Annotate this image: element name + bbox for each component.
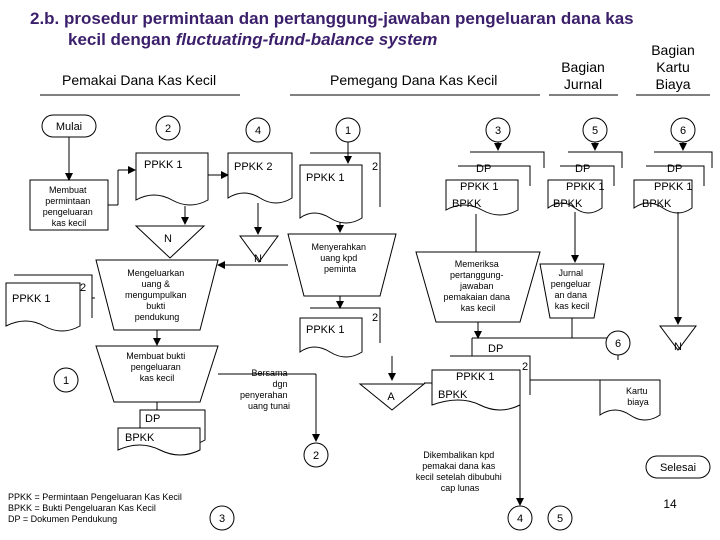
bottom-2-label: 2 bbox=[522, 361, 529, 373]
doc-ppkk1-pemakai-label: PPKK 1 bbox=[144, 159, 183, 171]
mengeluarkan-line-2: uang & bbox=[141, 279, 171, 289]
dikembalikan-annotation bbox=[416, 450, 505, 493]
file-a-label: A bbox=[387, 391, 395, 403]
connector-2-bottom-label: 2 bbox=[312, 450, 320, 462]
legend-bpkk: BPKK = Bukti Pengeluaran Kas Kecil bbox=[8, 503, 156, 513]
memeriksa-line-1: Memeriksa bbox=[454, 259, 499, 269]
doc-pemegang-lower-2-label: 2 bbox=[372, 312, 379, 324]
col5-bpkk-label: BPKK bbox=[553, 198, 583, 210]
bottom-ppkk-label: PPKK 1 bbox=[456, 371, 495, 383]
memeriksa-line-4: pemakaian dana bbox=[443, 292, 511, 302]
doc-ppkk2-label: PPKK 2 bbox=[234, 161, 273, 173]
col3-dp-label: DP bbox=[476, 163, 492, 175]
membuat-line-3: pengeluaran bbox=[42, 207, 93, 217]
start-label: Mulai bbox=[55, 121, 83, 133]
jurnal-line-2: pengeluar bbox=[550, 279, 591, 289]
connector-4-top-label: 4 bbox=[254, 125, 262, 137]
doc-dp-left-label: DP bbox=[145, 413, 161, 425]
menyerahkan-line-1: Menyerahkan bbox=[311, 242, 367, 252]
connector-3-bottom-label: 3 bbox=[218, 513, 226, 525]
bersama-line-3: penyerahan bbox=[239, 390, 288, 400]
col5-ppkk-label: PPKK 1 bbox=[566, 181, 605, 193]
kartu-header-line-3: Biaya bbox=[655, 76, 691, 92]
doc-pemegang-ppkk1-label: PPKK 1 bbox=[306, 172, 345, 184]
memeriksa-line-2: pertanggung- bbox=[449, 270, 504, 280]
dikembalikan-line-4: cap lunas bbox=[440, 483, 480, 493]
file-n-mid-label: N bbox=[254, 253, 262, 265]
doc-pemegang-lower-ppkk1-label: PPKK 1 bbox=[306, 324, 345, 336]
membuat-bukti-line-2: pengeluaran bbox=[130, 362, 181, 372]
mengeluarkan-line-4: bukti bbox=[146, 301, 166, 311]
col3-ppkk-label: PPKK 1 bbox=[460, 181, 499, 193]
kartu-biaya-line-1: Kartu bbox=[625, 386, 648, 396]
file-n-pemakai-label: N bbox=[164, 233, 172, 245]
title-emphasis: fluctuating-fund-balance system bbox=[175, 30, 438, 49]
jurnal-header-line-2: Jurnal bbox=[563, 76, 603, 92]
menyerahkan-line-3: peminta bbox=[323, 264, 357, 274]
page-number: 14 bbox=[663, 497, 677, 511]
col5-dp-label: DP bbox=[575, 163, 591, 175]
dikembalikan-line-3: kecil setelah dibubuhi bbox=[415, 472, 502, 482]
membuat-bukti-line-1: Membuat bukti bbox=[126, 351, 186, 361]
legend-dp: DP = Dokumen Pendukung bbox=[8, 514, 118, 524]
connector-2-top-label: 2 bbox=[164, 123, 172, 135]
connector-4-bottom-label: 4 bbox=[516, 513, 524, 525]
jurnal-line-1: Jurnal bbox=[558, 268, 583, 278]
dp-bar-label: DP bbox=[488, 343, 504, 355]
jurnal-line-4: kas kecil bbox=[554, 301, 590, 311]
memeriksa-line-3: jawaban bbox=[459, 281, 494, 291]
title-line-1: 2.b. prosedur permintaan dan pertanggung-jawaban pengeluaran dana kas bbox=[30, 9, 634, 28]
kartu-header-line-1: Bagian bbox=[651, 42, 695, 58]
column-header-pemakai: Pemakai Dana Kas Kecil bbox=[62, 72, 217, 88]
doc-left-ppkk1-label: PPKK 1 bbox=[12, 293, 51, 305]
col6-bpkk-label: BPKK bbox=[642, 198, 672, 210]
col6-dp-label: DP bbox=[667, 163, 683, 175]
dikembalikan-line-1: Dikembalikan kpd bbox=[423, 450, 495, 460]
memeriksa-line-5: kas kecil bbox=[460, 303, 496, 313]
connector-1-top-label: 1 bbox=[344, 125, 352, 137]
membuat-line-1: Membuat bbox=[48, 185, 87, 195]
col3-bpkk-label: BPKK bbox=[452, 198, 482, 210]
file-n-right-label: N bbox=[674, 341, 682, 353]
title-prefix: kecil dengan bbox=[68, 30, 176, 49]
bersama-line-4: uang tunai bbox=[247, 401, 290, 411]
kartu-biaya-line-2: biaya bbox=[627, 397, 649, 407]
mengeluarkan-line-3: mengumpulkan bbox=[124, 290, 187, 300]
legend-ppkk: PPKK = Permintaan Pengeluaran Kas Kecil bbox=[8, 492, 182, 502]
jurnal-line-3: an dana bbox=[554, 290, 588, 300]
doc-pemegang-2-label: 2 bbox=[372, 161, 379, 173]
doc-bpkk-left-label: BPKK bbox=[125, 432, 155, 444]
connector-5-top-label: 5 bbox=[591, 125, 599, 137]
dikembalikan-line-2: pemakai dana kas bbox=[422, 461, 496, 471]
connector-1-left-label: 1 bbox=[62, 375, 70, 387]
end-label: Selesai bbox=[659, 462, 697, 474]
col6-ppkk-label: PPKK 1 bbox=[654, 181, 693, 193]
bersama-line-2: dgn bbox=[272, 379, 288, 389]
legend bbox=[8, 492, 184, 524]
jurnal-header-line-1: Bagian bbox=[561, 59, 605, 75]
connector-6-mid-label: 6 bbox=[614, 338, 622, 350]
bersama-line-1: Bersama bbox=[251, 368, 288, 378]
membuat-line-2: permintaan bbox=[45, 196, 91, 206]
kartu-header-line-2: Kartu bbox=[656, 59, 690, 75]
membuat-bukti-line-3: kas kecil bbox=[139, 373, 175, 383]
connector-3-top-label: 3 bbox=[494, 125, 502, 137]
membuat-line-4: kas kecil bbox=[51, 218, 87, 228]
document-ppkk1-left bbox=[6, 283, 80, 331]
bottom-bpkk-label: BPKK bbox=[438, 389, 468, 401]
doc-left-2-label: 2 bbox=[80, 282, 87, 294]
menyerahkan-line-2: uang kpd bbox=[320, 253, 358, 263]
mengeluarkan-line-1: Mengeluarkan bbox=[127, 268, 185, 278]
kartu-biaya-text bbox=[626, 386, 650, 407]
connector-6-top-label: 6 bbox=[679, 125, 687, 137]
process-membuat-permintaan-text bbox=[43, 185, 96, 228]
column-header-pemegang: Pemegang Dana Kas Kecil bbox=[330, 72, 498, 88]
connector-5-bottom-label: 5 bbox=[556, 513, 564, 525]
mengeluarkan-line-5: pendukung bbox=[134, 312, 180, 322]
